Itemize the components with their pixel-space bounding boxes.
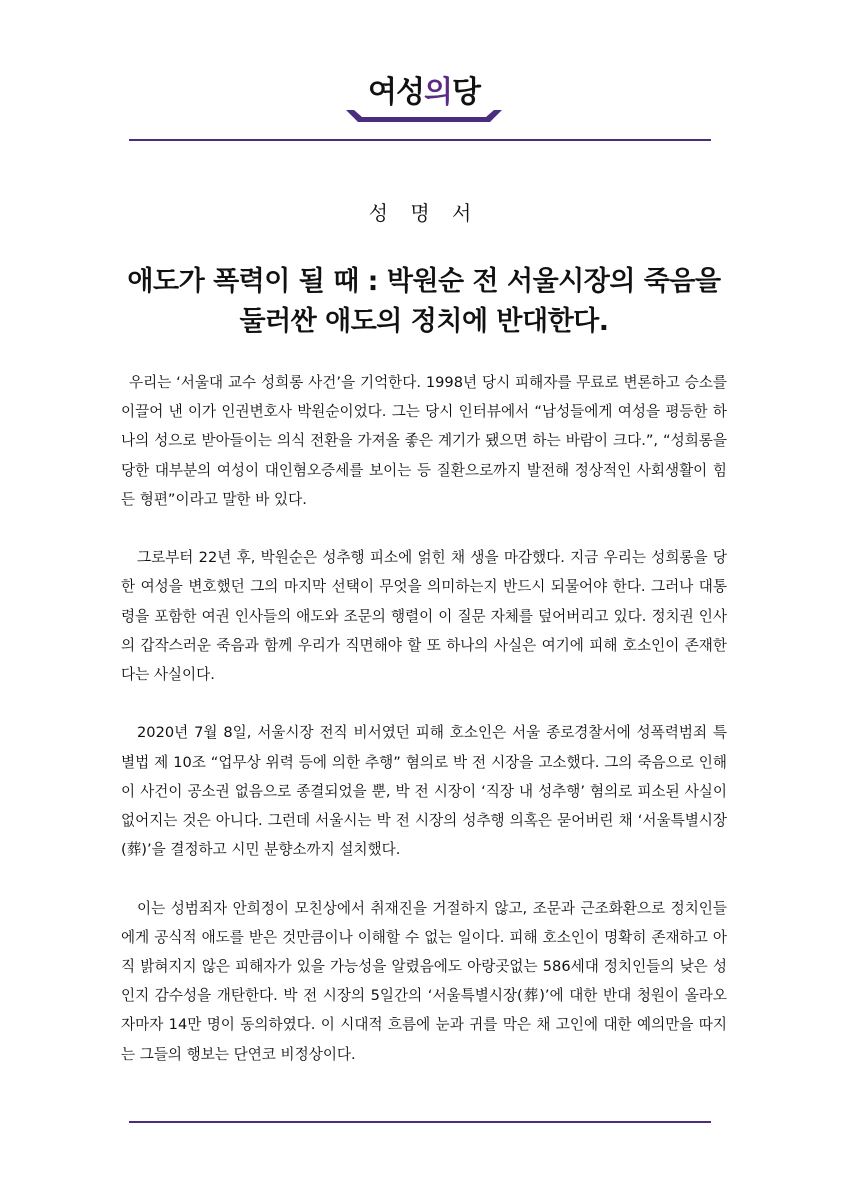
body-paragraph-2: 그로부터 22년 후, 박원순은 성추행 피소에 얽힌 채 생을 마감했다. 지금 우리는 성희롱을 당한 여성을 변호했던 그의 마지막 선택이 무엇을 의미하는지 반드시 되물어야 한다. 그러나 대통령을 포함한 여권 인사들의 애도와 조문의 행렬이 이 질문 자체를 덮어버리고 있다. 정치권 인사의 갑작스러운 죽음과 함께 우리가 직면해야 할 또 하나의 사실은 여기에 피해 호소인이 존재한다는 사실이다. bbox=[121, 549, 727, 684]
document-type-label: 성 명 서 bbox=[368, 201, 480, 225]
body-paragraph-3: 2020년 7월 8일, 서울시장 전직 비서였던 피해 호소인은 서울 종로경찰서에 성폭력범죄 특별법 제 10조 “업무상 위력 등에 의한 추행” 혐의로 박 전 시장을 고소했다. 그의 죽음으로 인해 이 사건이 공소권 없음으로 종결되었을 뿐, 박 전 시장이 ‘직장 내 성추행’ 혐의로 피소된 사실이 없어지는 것은 아니다. 그런데 서울시는 박 전 시장의 성추행 의혹은 묻어버린 채 ‘서울특별시장(葬)’을 결정하고 시민 분향소까지 설치했다. bbox=[121, 724, 727, 859]
logo-accent-syllable: 의 bbox=[424, 75, 452, 110]
footer-divider bbox=[129, 1121, 711, 1123]
headline-line-2: 둘러싼 애도의 정치에 반대한다. bbox=[239, 306, 609, 337]
body-paragraph-4: 이는 성범죄자 안희정이 모친상에서 취재진을 거절하지 않고, 조문과 근조화환으로 정치인들에게 공식적 애도를 받은 것만큼이나 이해할 수 없는 일이다. 피해 호소인이 명확히 존재하고 아직 밝혀지지 않은 피해자가 있을 가능성을 알렸음에도 아랑곳없는 586세대 정치인들의 낮은 성인지 감수성을 개탄한다. 박 전 시장의 5일간의 ‘서울특별시장(葬)’에 대한 반대 청원이 올라오자마자 14만 명이 동의하였다. 이 시대적 흐름에 눈과 귀를 막은 채 고인에 대한 예의만을 따지는 그들의 행보는 단연코 비정상이다. bbox=[121, 899, 727, 1063]
statement-body bbox=[121, 368, 727, 1098]
party-logo bbox=[344, 74, 504, 124]
header-divider bbox=[129, 139, 711, 141]
headline-line-1: 애도가 폭력이 될 때 : 박원순 전 서울시장의 죽음을 bbox=[127, 266, 721, 297]
logo-wordmark: 여성의당 bbox=[368, 75, 480, 110]
statement-headline bbox=[100, 262, 748, 342]
logo-underline-icon bbox=[344, 110, 504, 124]
body-paragraph-1: 우리는 ‘서울대 교수 성희롱 사건’을 기억한다. 1998년 당시 피해자를 무료로 변론하고 승소를 이끌어 낸 이가 인권변호사 박원순이었다. 그는 당시 인터뷰에서 “남성들에게 여성을 평등한 하나의 성으로 받아들이는 의식 전환을 가져올 좋은 계기가 됐으면 하는 바람이 크다.”, “성희롱을 당한 대부분의 여성이 대인혐오증세를 보이는 등 질환으로까지 발전해 정상적인 사회생활이 힘든 형편”이라고 말한 바 있다. bbox=[121, 374, 727, 508]
